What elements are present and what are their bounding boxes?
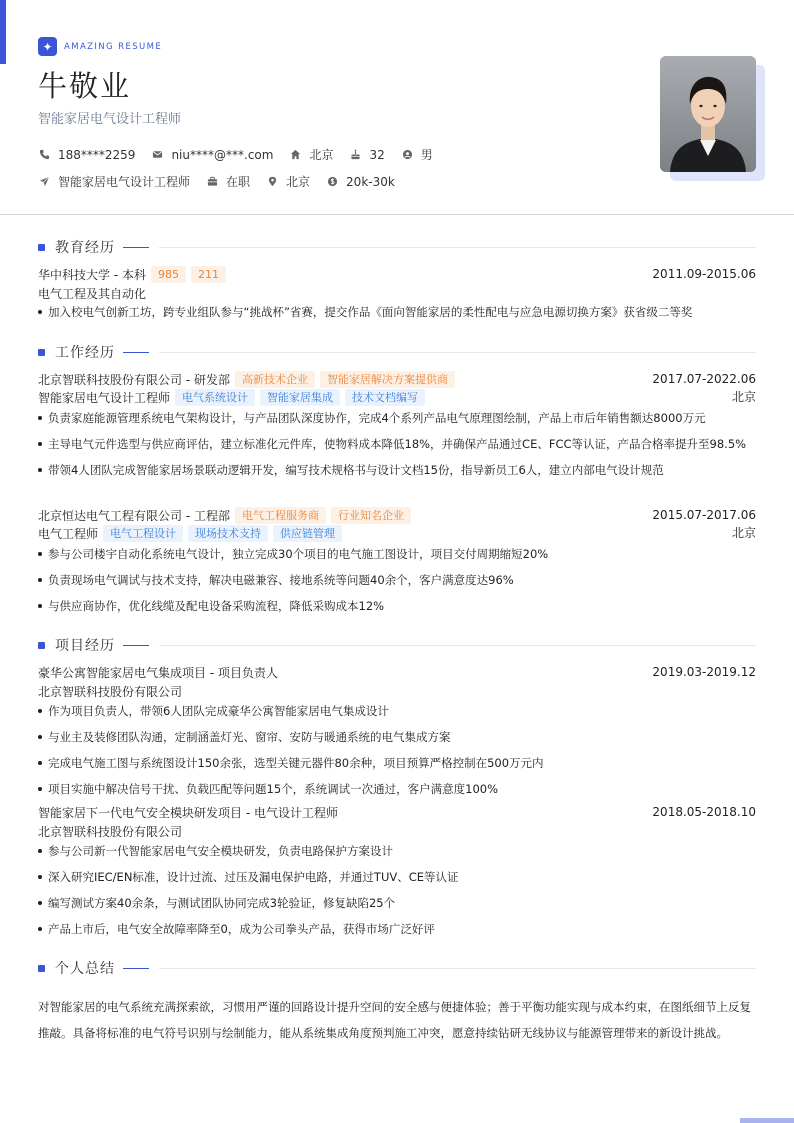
company-tag: 电气工程服务商 bbox=[235, 507, 326, 524]
entry-bullets bbox=[38, 407, 756, 481]
city-text: 北京 bbox=[309, 148, 334, 162]
project-org: 北京智联科技股份有限公司 bbox=[38, 824, 183, 839]
skill-tag: 现场技术支持 bbox=[188, 525, 268, 542]
entry-date: 2018.05-2018.10 bbox=[652, 805, 756, 819]
section-dash bbox=[123, 968, 149, 969]
gender-text: 男 bbox=[420, 148, 433, 162]
major-name: 电气工程及其自动化 bbox=[38, 286, 147, 301]
org-row bbox=[38, 822, 756, 840]
briefcase-icon bbox=[206, 175, 219, 188]
list-item: 深入研究IEC/EN标准，设计过流、过压及漏电保护电路，并通过TUV、CE等认证 bbox=[38, 866, 756, 888]
section-bullet-icon bbox=[38, 642, 45, 649]
target-role-text: 智能家居电气设计工程师 bbox=[58, 175, 191, 189]
status-text: 在职 bbox=[226, 175, 251, 189]
entry-date: 2019.03-2019.12 bbox=[652, 665, 756, 679]
section-dash bbox=[123, 247, 149, 248]
work-entry bbox=[38, 506, 756, 617]
entry-header bbox=[38, 370, 756, 388]
sparkle-icon: ✦ bbox=[38, 37, 57, 56]
work-section bbox=[38, 342, 756, 613]
resume-header bbox=[0, 0, 794, 215]
project-name: 豪华公寓智能家居电气集成项目 - 项目负责人 bbox=[38, 665, 278, 680]
skill-tag: 供应链管理 bbox=[273, 525, 342, 542]
entry-date: 2011.09-2015.06 bbox=[652, 267, 756, 281]
home-icon bbox=[289, 148, 302, 161]
entry-bullets bbox=[38, 301, 756, 323]
entry-date: 2015.07-2017.06 bbox=[652, 508, 756, 522]
project-org: 北京智联科技股份有限公司 bbox=[38, 684, 183, 699]
company-tag: 行业知名企业 bbox=[331, 507, 411, 524]
gender-icon bbox=[401, 148, 414, 161]
job-intent-row bbox=[38, 173, 411, 190]
send-icon bbox=[38, 175, 51, 188]
company-name: 北京恒达电气工程有限公司 - 工程部 bbox=[38, 508, 230, 523]
age-info bbox=[349, 148, 384, 162]
entry-header bbox=[38, 265, 756, 283]
section-title: 项目经历 bbox=[55, 638, 115, 654]
section-header bbox=[38, 958, 756, 978]
list-item: 加入校电气创新工坊，跨专业组队参与“挑战杯”省赛，提交作品《面向智能家居的柔性配电与应急电源切换方案》获省级二等奖 bbox=[38, 301, 756, 323]
section-divider bbox=[159, 247, 756, 248]
section-header bbox=[38, 635, 756, 655]
company-tag: 智能家居解决方案提供商 bbox=[320, 371, 455, 388]
salary-info bbox=[326, 175, 395, 189]
age-text: 32 bbox=[369, 147, 385, 162]
section-header bbox=[38, 237, 756, 257]
skill-tag: 技术文档编写 bbox=[345, 389, 425, 406]
list-item: 与业主及装修团队沟通，定制涵盖灯光、窗帘、安防与暖通系统的电气集成方案 bbox=[38, 726, 756, 748]
company-name: 北京智联科技股份有限公司 - 研发部 bbox=[38, 372, 230, 387]
skill-tag: 智能家居集成 bbox=[260, 389, 340, 406]
email-info bbox=[151, 148, 273, 162]
list-item: 与供应商协作，优化线缆及配电设备采购流程，降低采购成本12% bbox=[38, 595, 756, 617]
entry-bullets bbox=[38, 543, 756, 617]
city-info bbox=[289, 146, 333, 163]
list-item: 项目实施中解决信号干扰、负载匹配等问题15个，系统调试一次通过，客户满意度100% bbox=[38, 778, 756, 800]
phone-info bbox=[38, 148, 135, 162]
list-item: 作为项目负责人，带领6人团队完成豪华公寓智能家居电气集成设计 bbox=[38, 700, 756, 722]
phone-icon bbox=[38, 148, 51, 161]
project-entry bbox=[38, 663, 756, 800]
candidate-name: 牛敬业 bbox=[38, 69, 132, 103]
target-role-info bbox=[38, 173, 190, 190]
work-entry bbox=[38, 370, 756, 481]
list-item: 参与公司新一代智能家居电气安全模块研发，负责电路保护方案设计 bbox=[38, 840, 756, 862]
role-row bbox=[38, 388, 756, 406]
entry-bullets bbox=[38, 700, 756, 800]
school-name: 华中科技大学 - 本科 bbox=[38, 267, 146, 282]
education-section bbox=[38, 237, 756, 319]
phone-text: 188****2259 bbox=[58, 147, 136, 162]
section-bullet-icon bbox=[38, 244, 45, 251]
list-item: 完成电气施工图与系统图设计150余张，选型关键元器件80余种，项目预算严格控制在500万元内 bbox=[38, 752, 756, 774]
entry-header bbox=[38, 803, 756, 821]
skill-tag: 电气系统设计 bbox=[175, 389, 255, 406]
role-row bbox=[38, 524, 756, 542]
list-item: 负责现场电气调试与技术支持，解决电磁兼容、接地系统等问题40余个，客户满意度达96% bbox=[38, 569, 756, 591]
list-item: 参与公司楼宇自动化系统电气设计，独立完成30个项目的电气施工图设计，项目交付周期缩短20% bbox=[38, 543, 756, 565]
section-dash bbox=[123, 645, 149, 646]
list-item: 编写测试方案40余条，与测试团队协同完成3轮验证，修复缺陷25个 bbox=[38, 892, 756, 914]
summary-section bbox=[38, 958, 756, 1046]
brand bbox=[38, 37, 162, 56]
avatar-photo bbox=[660, 56, 756, 172]
entry-header bbox=[38, 663, 756, 681]
entry-header bbox=[38, 506, 756, 524]
salary-text: 20k-30k bbox=[346, 174, 395, 189]
list-item: 产品上市后，电气安全故障率降至0，成为公司拳头产品，获得市场广泛好评 bbox=[38, 918, 756, 940]
gender-info bbox=[401, 146, 433, 163]
section-title: 个人总结 bbox=[55, 961, 115, 977]
role-name: 智能家居电气设计工程师 bbox=[38, 390, 171, 405]
entry-date: 2017.07-2022.06 bbox=[652, 372, 756, 386]
section-bullet-icon bbox=[38, 965, 45, 972]
entry-location: 北京 bbox=[731, 390, 756, 404]
cake-icon bbox=[349, 148, 362, 161]
entry-location: 北京 bbox=[731, 526, 756, 540]
projects-section bbox=[38, 635, 756, 936]
section-title: 工作经历 bbox=[55, 345, 115, 361]
school-tag: 211 bbox=[191, 266, 226, 283]
bottom-accent-bar bbox=[740, 1118, 794, 1123]
section-divider bbox=[159, 352, 756, 353]
contact-row bbox=[38, 146, 449, 163]
education-entry bbox=[38, 265, 756, 323]
org-row bbox=[38, 682, 756, 700]
summary-text: 对智能家居的电气系统充满探索欲，习惯用严谨的回路设计提升空间的安全感与便捷体验；善于平衡功能实现与成本约束，在图纸细节上反复推敲。具备将标准的电气符号识别与绘制能力，能从系统集成角度预判施工冲突，愿意持续钻研无线协议与能源管理带来的新设计挑战。 bbox=[38, 1000, 751, 1040]
project-name: 智能家居下一代电气安全模块研发项目 - 电气设计工程师 bbox=[38, 805, 338, 820]
section-title: 教育经历 bbox=[55, 240, 115, 256]
location-pin-icon bbox=[266, 175, 279, 188]
brand-label: AMAZING RESUME bbox=[64, 41, 163, 52]
major-row bbox=[38, 284, 756, 302]
section-dash bbox=[123, 352, 149, 353]
status-info bbox=[206, 173, 250, 190]
entry-bullets bbox=[38, 840, 756, 940]
candidate-title: 智能家居电气设计工程师 bbox=[38, 112, 182, 127]
project-entry bbox=[38, 803, 756, 940]
section-header bbox=[38, 342, 756, 362]
email-text: niu****@***.com bbox=[171, 147, 274, 162]
mail-icon bbox=[151, 148, 164, 161]
role-name: 电气工程师 bbox=[38, 526, 99, 541]
target-city-text: 北京 bbox=[286, 175, 311, 189]
list-item: 负责家庭能源管理系统电气架构设计，与产品团队深度协作，完成4个系列产品电气原理图绘制，产品上市后年销售额达8000万元 bbox=[38, 407, 756, 429]
section-divider bbox=[159, 645, 756, 646]
target-city-info bbox=[266, 173, 310, 190]
list-item: 带领4人团队完成智能家居场景联动逻辑开发，编写技术规格书与设计文档15份，指导新员工6人，建立内部电气设计规范 bbox=[38, 459, 756, 481]
list-item: 主导电气元件选型与供应商评估，建立标准化元件库，使物料成本降低18%，并确保产品通过CE、FCC等认证，产品合格率提升至98.5% bbox=[38, 433, 756, 455]
company-tag: 高新技术企业 bbox=[235, 371, 315, 388]
skill-tag: 电气工程设计 bbox=[103, 525, 183, 542]
section-divider bbox=[159, 968, 756, 969]
school-tag: 985 bbox=[151, 266, 186, 283]
section-bullet-icon bbox=[38, 349, 45, 356]
money-icon bbox=[326, 175, 339, 188]
